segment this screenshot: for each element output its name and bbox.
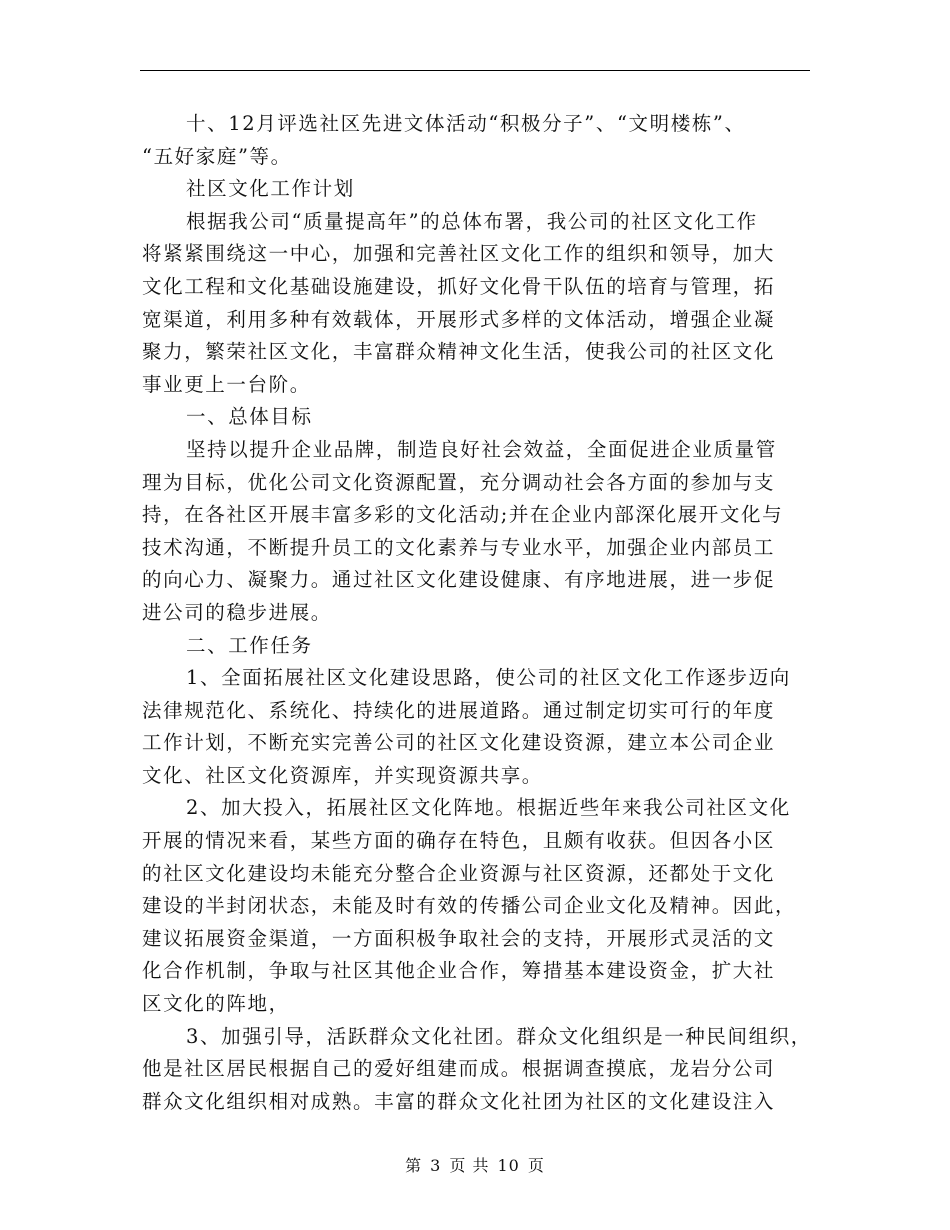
text-line: 的社区文化建设均未能充分整合企业资源与社区资源，还都处于文化	[142, 861, 776, 885]
text-line: 持，在各社区开展丰富多彩的文化活动;并在企业内部深化展开文化与	[142, 503, 784, 527]
text-line: 的向心力、凝聚力。通过社区文化建设健康、有序地进展，进一步促	[142, 568, 776, 592]
text-line: “五好家庭”等。	[142, 144, 292, 168]
footer-total-pages: 10	[497, 1156, 520, 1175]
header-rule	[140, 70, 810, 71]
text-line: 工作计划，不断充实完善公司的社区文化建设资源，建立本公司企业	[142, 731, 776, 755]
text-line: 理为目标，优化公司文化资源配置，充分调动社会各方面的参加与支	[142, 470, 776, 494]
text-line: 化合作机制，争取与社区其他企业合作，筹措基本建设资金，扩大社	[142, 959, 776, 983]
text-line: 坚持以提升企业品牌，制造良好社会效益，全面促进企业质量管	[186, 437, 777, 461]
text-line: 将紧紧围绕这一中心，加强和完善社区文化工作的组织和领导，加大	[142, 242, 776, 266]
text-line: 法律规范化、系统化、持续化的进展道路。通过制定切实可行的年度	[142, 698, 776, 722]
text-line: 二、工作任务	[186, 633, 313, 657]
text-line: 2、加大投入，拓展社区文化阵地。根据近些年来我公司社区文化	[186, 796, 791, 820]
document-body	[142, 108, 814, 1118]
footer-suffix: 页	[527, 1156, 545, 1175]
footer-current-page: 3	[430, 1156, 442, 1175]
page-footer	[0, 1153, 950, 1176]
text-line: 根据我公司“质量提高年”的总体布署，我公司的社区文化工作	[186, 209, 758, 233]
text-line: 宽渠道，利用多种有效载体，开展形式多样的文体活动，增强企业凝	[142, 307, 776, 331]
text-line: 群众文化组织相对成熟。丰富的群众文化社团为社区的文化建设注入	[142, 1089, 776, 1113]
text-line: 建议拓展资金渠道，一方面积极争取社会的支持，开展形式灵活的文	[142, 926, 776, 950]
text-line: 3、加强引导，活跃群众文化社团。群众文化组织是一种民间组织，	[186, 1024, 812, 1048]
text-line: 1、全面拓展社区文化建设思路，使公司的社区文化工作逐步迈向	[186, 666, 791, 690]
text-line: 区文化的阵地，	[142, 992, 290, 1016]
text-line: 文化工程和文化基础设施建设，抓好文化骨干队伍的培育与管理，拓	[142, 274, 776, 298]
text-line: 建设的半封闭状态，未能及时有效的传播公司企业文化及精神。因此，	[142, 894, 797, 918]
text-line: 进公司的稳步进展。	[142, 600, 332, 624]
text-line: 十、12月评选社区先进文体活动“积极分子”、“文明楼栋”、	[186, 112, 746, 135]
text-line: 技术沟通，不断提升员工的文化素养与专业水平，加强企业内部员工	[142, 535, 776, 559]
text-line: 他是社区居民根据自己的爱好组建而成。根据调查摸底，龙岩分公司	[142, 1057, 776, 1081]
text-line: 事业更上一台阶。	[142, 372, 311, 396]
text-line: 开展的情况来看，某些方面的确存在特色，且颇有收获。但因各小区	[142, 829, 776, 853]
footer-prefix: 第	[405, 1156, 423, 1175]
text-line: 文化、社区文化资源库，并实现资源共享。	[142, 763, 543, 787]
text-line: 聚力，繁荣社区文化，丰富群众精神文化生活，使我公司的社区文化	[142, 340, 776, 364]
text-line: 社区文化工作计划	[186, 177, 355, 201]
text-line: 一、总体目标	[186, 405, 313, 429]
footer-middle: 页 共	[449, 1156, 490, 1175]
